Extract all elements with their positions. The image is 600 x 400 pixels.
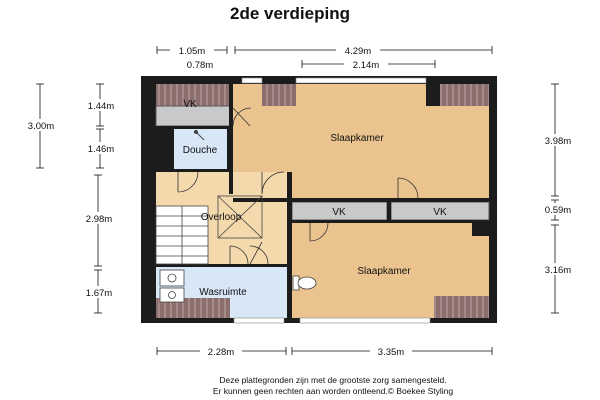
room-label-shower: Douche	[182, 145, 218, 156]
room-label-closet-2: VK	[332, 207, 346, 218]
dim-left-3: 2.98m	[85, 214, 113, 225]
room-label-closet-1: VK	[183, 99, 197, 110]
dim-top-right: 4.29m	[344, 46, 372, 57]
dim-top-left-inner: 0.78m	[186, 60, 214, 71]
room-label-laundry: Wasruimte	[199, 287, 247, 298]
roof-slope-top-mid	[262, 84, 296, 106]
room-label-bedroom-2: Slaapkamer	[357, 266, 411, 277]
dim-left-4: 1.67m	[85, 288, 113, 299]
dim-top-left: 1.05m	[178, 46, 206, 57]
washing-machine	[160, 270, 184, 302]
dim-right-3: 3.16m	[544, 265, 572, 276]
room-label-bedroom-1: Slaapkamer	[330, 133, 384, 144]
dim-bottom-right: 3.35m	[377, 347, 405, 358]
room-label-closet-3: VK	[433, 207, 447, 218]
dim-left-2: 1.46m	[87, 144, 115, 155]
room-label-landing: Overloop	[200, 212, 242, 223]
roof-slope-bottom-right	[434, 296, 489, 318]
plan-title: 2de verdieping	[230, 4, 350, 23]
toilet	[293, 276, 316, 290]
dim-bottom-left: 2.28m	[207, 347, 235, 358]
disclaimer-line-1: Deze plattegronden zijn met de grootste zorg samengesteld.	[219, 375, 447, 385]
dim-left-1: 1.44m	[87, 101, 115, 112]
dim-right-1: 3.98m	[544, 136, 572, 147]
dim-top-right-inner: 2.14m	[352, 60, 380, 71]
dim-right-2: 0.59m	[544, 205, 572, 216]
disclaimer-line-2: Er kunnen geen rechten aan worden ontleend.© Boekee Styling	[212, 386, 454, 396]
roof-slope-top-right	[440, 84, 489, 106]
dim-left-outer: 3.00m	[27, 121, 55, 132]
